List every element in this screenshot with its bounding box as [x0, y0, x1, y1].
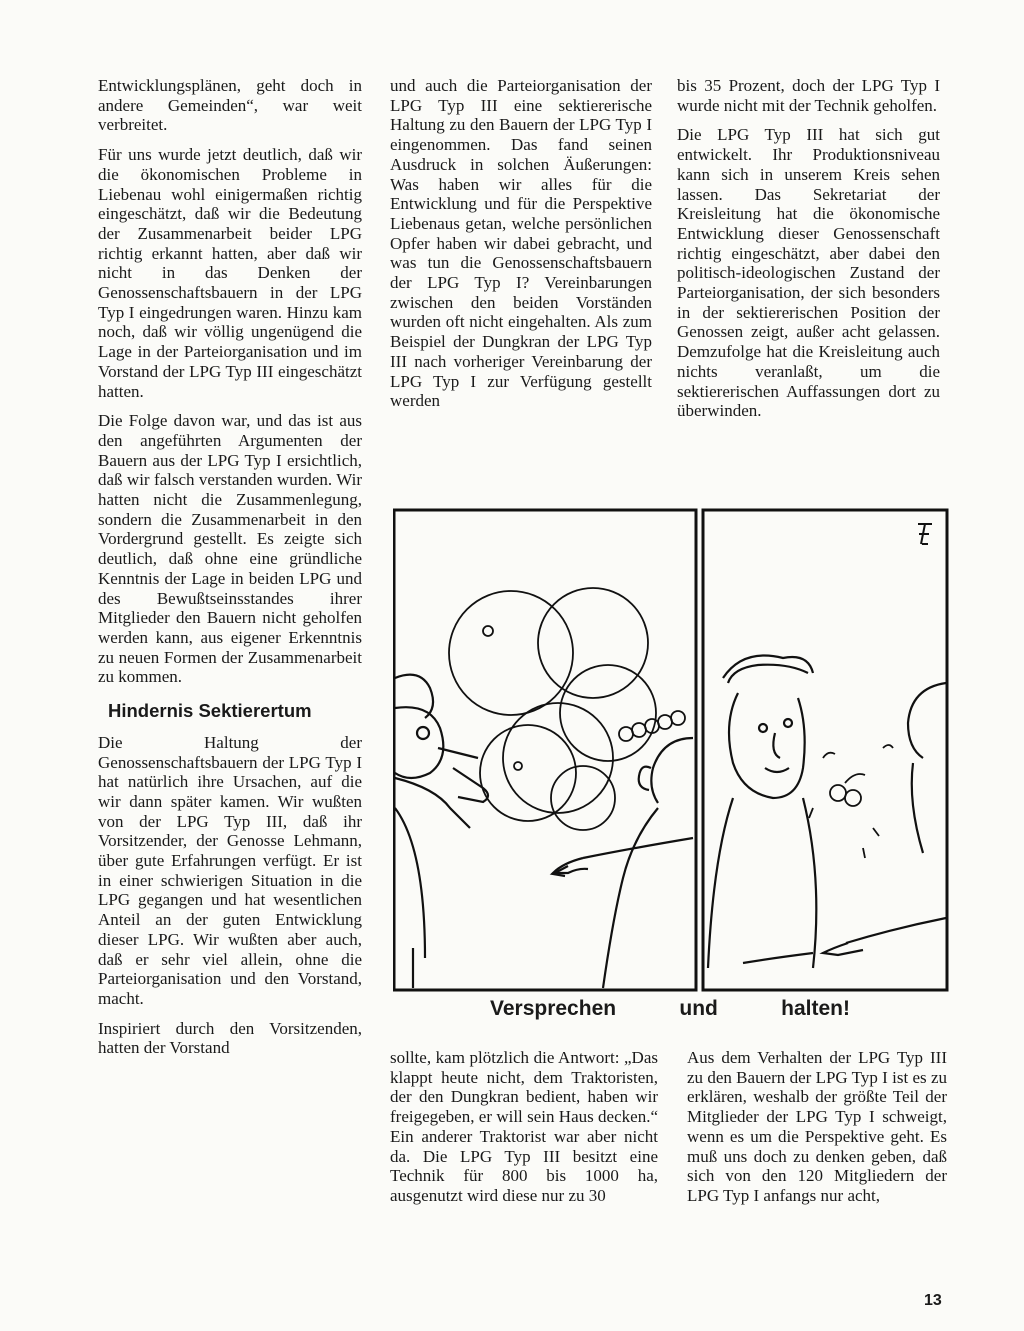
paragraph: Aus dem Verhalten der LPG Typ III zu den Bauern der LPG Typ I ist es zu erklären, weshalb der größte Teil der Mitglieder der LPG Typ I schweigt, wenn es um die Perspektive geht. Es muß uns doch zu denken geben, daß sich von den 120 Mitgliedern der LPG Typ I anfangs nur acht, [687, 1048, 947, 1205]
text-column-2 [390, 76, 652, 421]
butterfly-drawing [809, 745, 893, 858]
caption-word: halten! [781, 997, 850, 1020]
man-extending-hand-figure-right [823, 683, 946, 955]
paragraph: Die Haltung der Genossenschaftsbauern der LPG Typ I hat natürlich ihre Ursachen, auf die wir dann später kamen. Wir wußten von der LPG Typ III, daß ihr Vorsitzender, der Genosse Lehmann, über gute Erfahrungen verfügt. Er ist in einer schwierigen Situation in die LPG gegangen und hat wesentlichen Anteil an der guten Entwicklung dieser LPG. Wir wußten aber auch, daß er sehr viel allein, ohne die Parteiorganisation und den Vorstand, macht. [98, 732, 362, 1008]
paragraph: bis 35 Prozent, doch der LPG Typ I wurde nicht mit der Technik geholfen. [677, 76, 940, 115]
text-column-4 [390, 1048, 658, 1216]
paragraph: Die Folge davon war, und das ist aus den angeführten Argumenten der Bauern aus der LPG Typ I ersichtlich, daß wir falsch verstanden wurden. Wir hatten nicht die Zusammenlegung, sondern die Zusammenarbeit in den Vordergrund gestellt. Es zeigte sich deutlich, daß ohne eine gründliche Kenntnis der Lage in beiden LPG und des Bewußtseinsstandes ihrer Mitglieder den Bauern nicht geholfen werden kann, aus eigener Erkenntnis zu neuen Formen der Zusammenarbeit zu kommen. [98, 411, 362, 687]
text-column-3 [677, 76, 940, 431]
balloons-drawing [449, 588, 685, 830]
cartoon-panel-left [394, 510, 696, 990]
section-heading: Hindernis Sektierertum [108, 700, 312, 722]
page-number: 13 [924, 1292, 942, 1309]
paragraph: Entwicklungsplänen, geht doch in andere Gemeinden“, war weit verbreitet. [98, 76, 362, 135]
artist-signature [918, 524, 932, 544]
caption-word: und [679, 997, 718, 1020]
cartoon-panel-right [703, 510, 947, 990]
man-with-cap-figure [708, 656, 816, 969]
man-extending-hand-figure [553, 738, 693, 988]
paragraph: sollte, kam plötzlich die Antwort: „Das klappt heute nicht, dem Traktoristen, der den Dungkran bedient, haben wir freigegeben, er will sein Haus decken.“ Ein anderer Traktorist war aber nicht da. Die LPG Typ III besitzt eine Technik für 800 bis 1000 ha, ausgenutzt wird diese nur zu 30 [390, 1048, 658, 1205]
paragraph: Für uns wurde jetzt deutlich, daß wir die ökonomischen Probleme in Liebenau wohl einigermaßen richtig eingeschätzt, daß wir die Bedeutung der Zusammenarbeit beider LPG richtig erkannt hatten, aber daß wir nicht in das Denken der Genossenschaftsbauern in der LPG Typ I eingedrungen waren. Hinzu kam noch, daß wir völlig ungenügend die Lage in der Parteiorganisation und im Vorstand der LPG Typ III eingeschätzt hatten. [98, 145, 362, 401]
paragraph: Die LPG Typ III hat sich gut entwickelt. Ihr Produktionsniveau kann sich in unserem Kreis sehen lassen. Das Sekretariat der Kreisleitung hat die ökonomische Entwicklung dieser Genossenschaft richtig eingeschätzt, aber dabei den politisch-ideologischen Zustand der Parteiorganisation, der sich besonders in der sektiererischen Position der Genossen zeigt, außer acht gelassen. Demzufolge hat die Kreisleitung auch nichts veranlaßt, um die sektiererischen Auffassungen dort zu überwinden. [677, 125, 940, 421]
text-column-1 [98, 76, 362, 1068]
paragraph: und auch die Parteiorganisation der LPG Typ III eine sektiererische Haltung zu den Bauern der LPG Typ I eingenommen. Das fand seinen Ausdruck in solchen Äußerungen: Was haben wir alles für die Entwicklung und für die Perspektive Liebenaus getan, welche persönlichen Opfer haben wir dabei gebracht, und was tun die Genossenschaftsbauern der LPG Typ I? Vereinbarungen zwischen den beiden Vorständen wurden oft nicht eingehalten. Als zum Beispiel der Dungkran der LPG Typ III nach vorheriger Vereinbarung der LPG Typ I zur Verfügung gestellt werden [390, 76, 652, 411]
paragraph: Inspiriert durch den Vorsitzenden, hatten der Vorstand [98, 1018, 362, 1058]
cartoon-illustration [393, 508, 949, 992]
man-blowing-figure [395, 675, 488, 988]
text-column-5 [687, 1048, 947, 1216]
caption-word: Versprechen [490, 997, 617, 1020]
cartoon-caption [490, 997, 850, 1027]
